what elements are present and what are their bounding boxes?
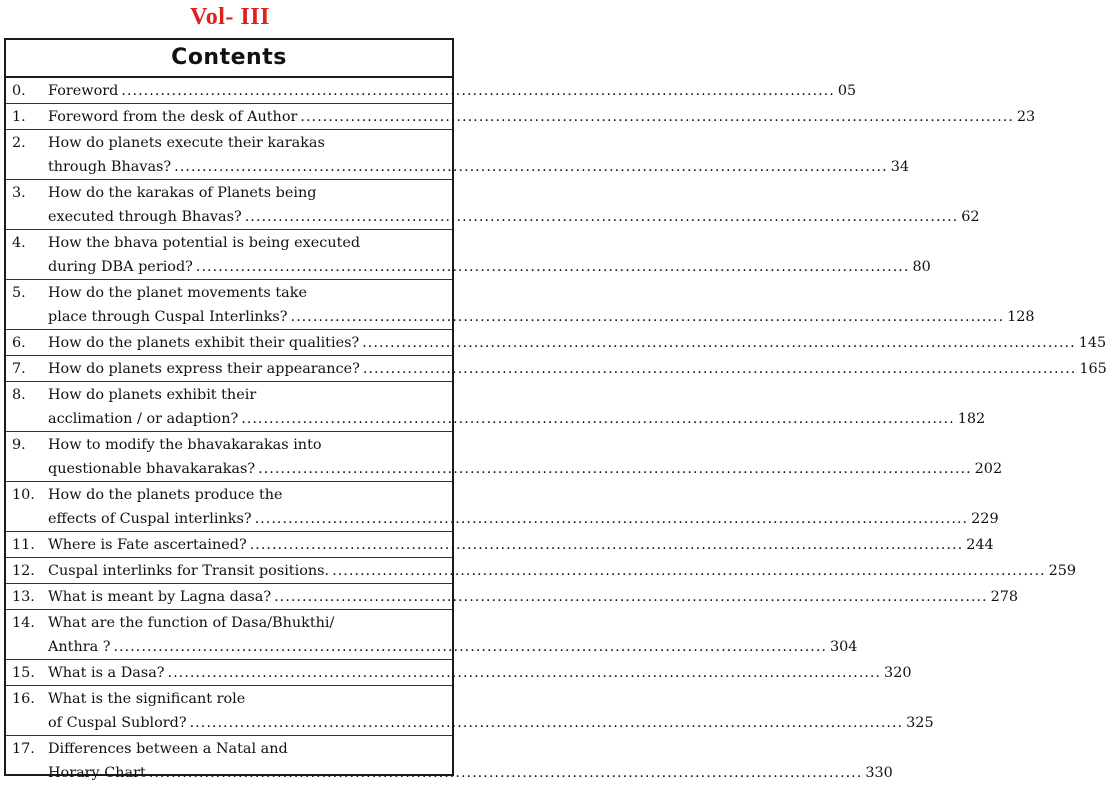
dot-leader: [149, 761, 863, 785]
toc-entry-line: [48, 711, 934, 735]
toc-entry-title: How do planets execute their karakas: [48, 135, 325, 151]
toc-entry-text: [48, 280, 1035, 329]
toc-entry-title: What are the function of Dasa/Bhukthi/: [48, 615, 335, 631]
toc-entry-title: Foreword: [48, 83, 119, 99]
toc-entry-title: What is a Dasa?: [48, 665, 165, 681]
toc-entry-line: [48, 507, 999, 531]
toc-page-number: 80: [912, 259, 931, 275]
toc-entry-title: Differences between a Natal and: [48, 741, 288, 757]
toc-entry-text: [48, 180, 980, 229]
toc-entry-line: [48, 255, 931, 279]
toc-entry-line: [48, 155, 909, 179]
toc-entry-line: [48, 533, 994, 557]
toc-page-number: 244: [966, 537, 994, 553]
dot-leader: [174, 155, 888, 179]
dot-leader: [363, 357, 1077, 381]
toc-entry-line: [48, 331, 1106, 355]
toc-entry-title: What is meant by Lagna dasa?: [48, 589, 272, 605]
toc-entry: [6, 382, 986, 432]
toc-entry-number: 17.: [12, 741, 35, 757]
toc-entry-line: [48, 407, 985, 431]
toc-entry-title: Horary Chart: [48, 765, 146, 781]
toc-entry-number: 5.: [12, 285, 26, 301]
toc-entry: [6, 78, 857, 104]
dot-leader: [332, 559, 1046, 583]
toc-entry-number: 6.: [12, 335, 26, 351]
dot-leader: [190, 711, 904, 735]
toc-entry-number: 8.: [12, 387, 26, 403]
toc-entry: [6, 584, 1019, 610]
dot-leader: [121, 79, 835, 103]
toc-entry-line: [48, 559, 1076, 583]
toc-entry-text: [48, 736, 893, 785]
toc-entry-text: [48, 78, 856, 103]
contents-table: [4, 38, 1107, 781]
toc-entry-line: [48, 483, 999, 507]
toc-entry-line: [48, 761, 893, 785]
toc-entry-number: 12.: [12, 563, 35, 579]
toc-entry-line: [48, 585, 1018, 609]
toc-entry-number: 7.: [12, 361, 26, 377]
toc-entry: [6, 280, 1035, 330]
toc-entry-text: [48, 558, 1076, 583]
toc-page-number: 128: [1007, 309, 1035, 325]
toc-entry-title: executed through Bhavas?: [48, 209, 242, 225]
toc-entry-number: 13.: [12, 589, 35, 605]
dot-leader: [274, 585, 988, 609]
toc-entry-line: [48, 661, 912, 685]
dot-leader: [250, 533, 964, 557]
toc-page-number: 330: [865, 765, 893, 781]
toc-entry-title: How do the planets produce the: [48, 487, 283, 503]
dot-leader: [300, 105, 1014, 129]
toc-entry-line: [48, 281, 1035, 305]
toc-entry-number: 10.: [12, 487, 35, 503]
toc-page-number: 145: [1078, 335, 1107, 351]
toc-entry-text: [48, 610, 857, 659]
toc-page-number: 182: [957, 411, 986, 427]
toc-entry-number: 2.: [12, 135, 26, 151]
toc-entry: [6, 432, 1003, 482]
dot-leader: [255, 507, 969, 531]
toc-entry-title: What is the significant role: [48, 691, 246, 707]
toc-entry-line: [48, 205, 980, 229]
toc-entry-title: How do planets express their appearance?: [48, 361, 360, 377]
toc-page-number: 278: [990, 589, 1019, 605]
toc-entry-line: [48, 305, 1035, 329]
contents-heading: Contents: [6, 40, 452, 78]
toc-entry-text: [48, 686, 934, 735]
toc-entry: [6, 482, 999, 532]
toc-page-number: 325: [906, 715, 934, 731]
dot-leader: [241, 407, 955, 431]
toc-page-number: 165: [1079, 361, 1107, 377]
toc-entry-title: How do planets exhibit their: [48, 387, 257, 403]
toc-page-number: 34: [890, 159, 909, 175]
toc-entry-text: [48, 356, 1107, 381]
toc-entry-text: [48, 104, 1035, 129]
dot-leader: [291, 305, 1005, 329]
toc-entry: [6, 736, 893, 785]
toc-entry: [6, 686, 934, 736]
toc-page-number: 320: [884, 665, 912, 681]
toc-page-number: 23: [1016, 109, 1036, 125]
toc-entry-text: [48, 584, 1018, 609]
toc-entry: [6, 104, 1036, 130]
toc-entry-number: 11.: [12, 537, 35, 553]
toc-entry: [6, 660, 912, 686]
toc-entry-number: 16.: [12, 691, 35, 707]
toc-entry: [6, 558, 1077, 584]
toc-entry-line: [48, 383, 985, 407]
toc-entry-line: [48, 457, 1002, 481]
toc-entry-title: Foreword from the desk of Author: [48, 109, 298, 125]
toc-entry-text: [48, 130, 909, 179]
toc-entry-title: How do the planets exhibit their qualities?: [48, 335, 360, 351]
dot-leader: [245, 205, 959, 229]
toc-entry-text: [48, 482, 999, 531]
dot-leader: [168, 661, 882, 685]
toc-entry-line: [48, 737, 893, 761]
toc-entry: [6, 356, 1107, 382]
toc-entry-title: How do the planet movements take: [48, 285, 307, 301]
toc-page-number: 62: [961, 209, 980, 225]
toc-entry-line: [48, 611, 857, 635]
toc-page-number: 05: [837, 83, 857, 99]
toc-entry-text: [48, 432, 1002, 481]
toc-entry-text: [48, 330, 1106, 355]
toc-entry-title: Where is Fate ascertained?: [48, 537, 247, 553]
dot-leader: [258, 457, 972, 481]
dot-leader: [196, 255, 910, 279]
toc-entry-title: How to modify the bhavakarakas into: [48, 437, 322, 453]
toc-entry: [6, 230, 931, 280]
toc-page-number: 259: [1048, 563, 1077, 579]
toc-entry-line: [48, 687, 934, 711]
toc-entry: [6, 330, 1107, 356]
toc-entry-line: [48, 181, 980, 205]
toc-entry-line: [48, 79, 856, 103]
toc-entry-text: [48, 382, 985, 431]
toc-page-number: 304: [830, 639, 858, 655]
toc-entry-line: [48, 433, 1002, 457]
toc-entry-title: during DBA period?: [48, 259, 193, 275]
toc-entry-line: [48, 131, 909, 155]
toc-entry-line: [48, 357, 1107, 381]
toc-entry: [6, 180, 980, 230]
toc-page-number: 229: [971, 511, 999, 527]
toc-entry-number: 14.: [12, 615, 35, 631]
toc-entry-number: 15.: [12, 665, 35, 681]
toc-entry-title: How do the karakas of Planets being: [48, 185, 317, 201]
toc-entry-number: 4.: [12, 235, 26, 251]
toc-entry-title: Cuspal interlinks for Transit positions.: [48, 563, 330, 579]
toc-entry-title: questionable bhavakarakas?: [48, 461, 256, 477]
toc-entry-text: [48, 660, 912, 685]
toc-entry-title: of Cuspal Sublord?: [48, 715, 187, 731]
toc-entry: [6, 130, 909, 180]
toc-entry-text: [48, 230, 931, 279]
toc-entry-title: place through Cuspal Interlinks?: [48, 309, 288, 325]
toc-entry-text: [48, 532, 994, 557]
toc-entry-line: [48, 231, 931, 255]
toc-page-number: 202: [974, 461, 1003, 477]
toc-entry: [6, 532, 994, 558]
toc-entry-number: 9.: [12, 437, 26, 453]
dot-leader: [113, 635, 827, 659]
toc-entry: [6, 610, 858, 660]
toc-entry-number: 3.: [12, 185, 26, 201]
toc-entry-title: How the bhava potential is being executed: [48, 235, 361, 251]
toc-entry-title: through Bhavas?: [48, 159, 172, 175]
dot-leader: [362, 331, 1076, 355]
toc-entry-line: [48, 635, 857, 659]
toc-entry-title: Anthra ?: [48, 639, 111, 655]
toc-entry-line: [48, 105, 1035, 129]
toc-entry-title: acclimation / or adaption?: [48, 411, 239, 427]
volume-title: Vol- III: [190, 4, 270, 30]
toc-entry-number: 0.: [12, 83, 26, 99]
contents-list: [6, 78, 1107, 785]
toc-entry-number: 1.: [12, 109, 26, 125]
toc-entry-title: effects of Cuspal interlinks?: [48, 511, 252, 527]
